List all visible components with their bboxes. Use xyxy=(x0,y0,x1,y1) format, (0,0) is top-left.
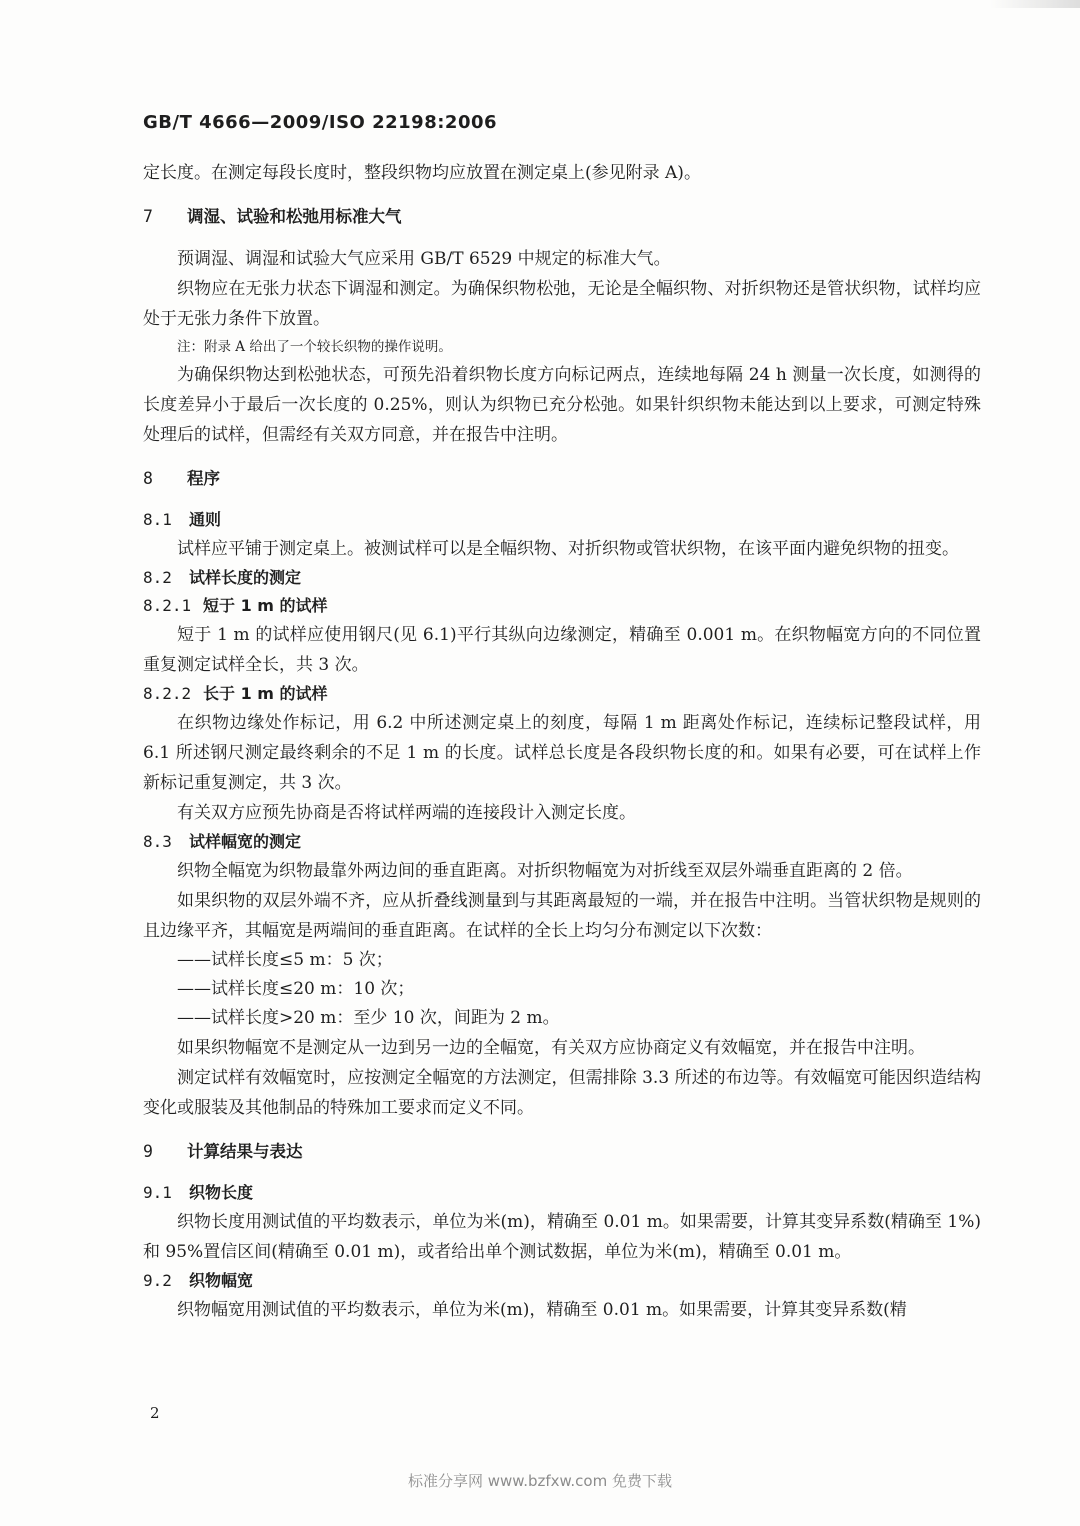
section-8-heading xyxy=(143,464,981,494)
section-8-1-heading xyxy=(143,506,981,534)
section-title: 织物长度 xyxy=(189,1183,254,1202)
page-number: 2 xyxy=(150,1404,160,1422)
continued-paragraph: 定长度。在测定每段长度时，整段织物均应放置在测定桌上(参见附录 A)。 xyxy=(143,163,701,183)
paragraph: 为确保织物达到松弛状态，可预先沿着织物长度方向标记两点，连续地每隔 24 h 测量一次长度，如测得的长度差异小于最后一次长度的 0.25%，则认为织物已充分松弛。如果针织织物未能达到以上要求，可测定特殊处理后的试样，但需经有关双方同意，并在报告中注明。 xyxy=(143,365,981,445)
section-number: 8.2 xyxy=(143,568,172,587)
paragraph: 织物全幅宽为织物最靠外两边间的垂直距离。对折织物幅宽为对折线至双层外端垂直距离的 2 倍。 xyxy=(177,861,913,881)
paragraph: 织物应在无张力状态下调湿和测定。为确保织物松弛，无论是全幅织物、对折织物还是管状织物，试样均应处于无张力条件下放置。 xyxy=(143,279,981,329)
paragraph: 如果织物幅宽不是测定从一边到另一边的全幅宽，有关双方应协商定义有效幅宽，并在报告中注明。 xyxy=(177,1038,925,1058)
paragraph: 试样应平铺于测定桌上。被测试样可以是全幅织物、对折织物或管状织物，在该平面内避免织物的扭变。 xyxy=(177,539,959,559)
section-title: 调湿、试验和松弛用标准大气 xyxy=(187,207,402,226)
list-item: ——试样长度≤20 m：10 次； xyxy=(177,979,415,999)
paragraph: 在织物边缘处作标记，用 6.2 中所述测定桌上的刻度，每隔 1 m 距离处作标记，连续标记整段试样，用 6.1 所述钢尺测定最终剩余的不足 1 m 的长度。试样总长度是各段织物长度的和。如果有必要，可在试样上作新标记重复测定，共 3 次。 xyxy=(143,713,981,793)
section-title: 织物幅宽 xyxy=(189,1271,254,1290)
list-item: ——试样长度>20 m：至少 10 次，间距为 2 m。 xyxy=(177,1008,560,1028)
section-title: 程序 xyxy=(187,469,220,488)
section-7-heading xyxy=(143,202,981,232)
section-8-2-2-heading xyxy=(143,680,981,708)
paragraph: 如果织物的双层外端不齐，应从折叠线测量到与其距离最短的一端，并在报告中注明。当管状织物是规则的且边缘平齐，其幅宽是两端间的垂直距离。在试样的全长上均匀分布测定以下次数： xyxy=(143,891,981,941)
paragraph: 测定试样有效幅宽时，应按测定全幅宽的方法测定，但需排除 3.3 所述的布边等。有效幅宽可能因织造结构变化或服装及其他制品的特殊加工要求而定义不同。 xyxy=(143,1068,981,1118)
section-title: 试样长度的测定 xyxy=(189,568,302,587)
section-9-1-heading xyxy=(143,1179,981,1207)
section-number: 8.2.1 xyxy=(143,596,192,615)
paragraph: 织物长度用测试值的平均数表示，单位为米(m)，精确至 0.01 m。如果需要，计算其变异系数(精确至 1%)和 95%置信区间(精确至 0.01 m)，或者给出单个测试数据，单位为米(m)，精确至 0.01 m。 xyxy=(143,1212,981,1262)
section-number: 9 xyxy=(143,1142,153,1161)
document-body xyxy=(143,158,981,1325)
section-number: 8.2.2 xyxy=(143,684,192,703)
section-number: 9.2 xyxy=(143,1271,172,1290)
section-number: 7 xyxy=(143,207,153,226)
section-9-heading xyxy=(143,1137,981,1167)
section-9-2-heading xyxy=(143,1267,981,1295)
paragraph: 短于 1 m 的试样应使用钢尺(见 6.1)平行其纵向边缘测定，精确至 0.001 m。在织物幅宽方向的不同位置重复测定试样全长，共 3 次。 xyxy=(143,625,981,675)
section-number: 8 xyxy=(143,469,153,488)
watermark-footer: 标准分享网 www.bzfxw.com 免费下载 xyxy=(408,1472,672,1490)
paragraph: 织物幅宽用测试值的平均数表示，单位为米(m)，精确至 0.01 m。如果需要，计算其变异系数(精 xyxy=(177,1300,907,1320)
section-title: 短于 1 m 的试样 xyxy=(203,596,328,615)
list-item: ——试样长度≤5 m：5 次； xyxy=(177,950,393,970)
section-8-2-heading xyxy=(143,564,981,592)
standard-header: GB/T 4666—2009/ISO 22198:2006 xyxy=(143,112,498,133)
section-8-2-1-heading xyxy=(143,592,981,620)
section-title: 计算结果与表达 xyxy=(187,1142,303,1161)
section-8-3-heading xyxy=(143,828,981,856)
note: 注：附录 A 给出了一个较长织物的操作说明。 xyxy=(177,339,452,355)
paragraph: 预调湿、调湿和试验大气应采用 GB/T 6529 中规定的标准大气。 xyxy=(177,249,671,269)
section-number: 8.1 xyxy=(143,510,172,529)
section-title: 通则 xyxy=(189,510,222,529)
scan-edge-mark xyxy=(990,0,1080,8)
section-title: 试样幅宽的测定 xyxy=(189,832,302,851)
section-number: 9.1 xyxy=(143,1183,172,1202)
section-title: 长于 1 m 的试样 xyxy=(203,684,328,703)
paragraph: 有关双方应预先协商是否将试样两端的连接段计入测定长度。 xyxy=(177,803,636,823)
section-number: 8.3 xyxy=(143,832,172,851)
